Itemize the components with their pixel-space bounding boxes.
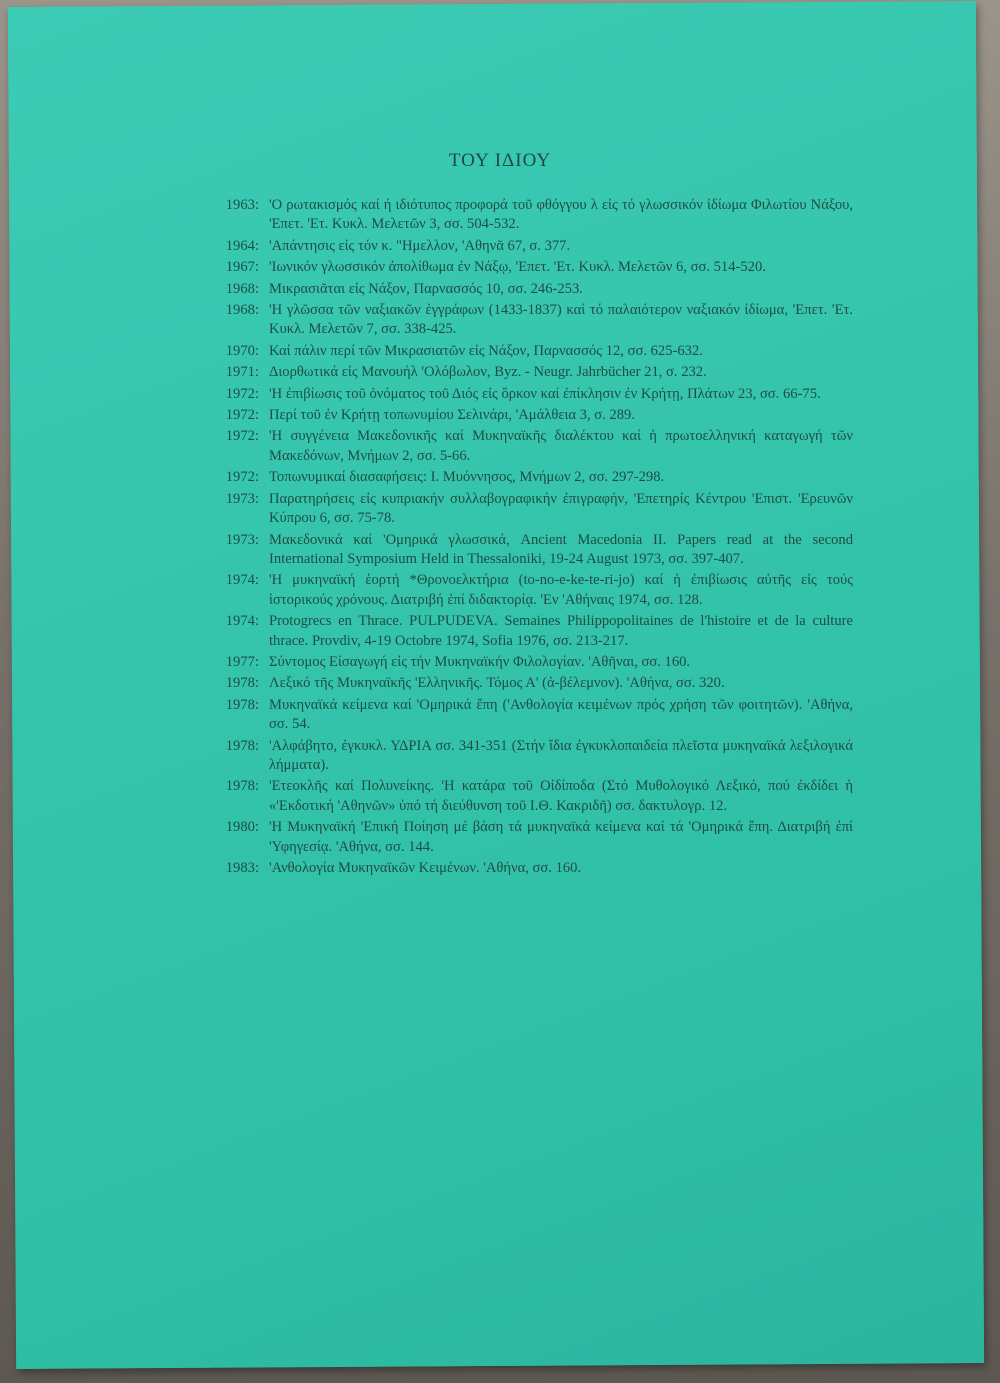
entry-year: 1967: bbox=[225, 259, 259, 276]
entry-year: 1980: bbox=[225, 819, 259, 836]
entry-year: 1963: bbox=[225, 197, 259, 213]
entry-year: 1964: bbox=[225, 237, 259, 254]
entry-year: 1983: bbox=[225, 860, 259, 876]
publication-entry bbox=[213, 363, 853, 382]
entry-year: 1974: bbox=[225, 572, 259, 589]
publication-list bbox=[213, 196, 853, 880]
entry-text: Περί τοῦ ἐν Κρήτῃ τοπωνυμίου Σελινάρι, 'Αμάλθεια 3, σ. 289. bbox=[269, 407, 635, 424]
publication-entry bbox=[213, 612, 853, 651]
entry-text: Διορθωτικά εἰς Μανουήλ 'Ολόβωλον, Byz. - Neugr. Jahrbücher 21, σ. 232. bbox=[269, 364, 707, 381]
entry-text: 'Η μυκηναϊκή ἑορτή *Θρονοελκτήρια (to-no-e-ke-te-ri-jo) καί ἡ ἐπιβίωσις αὐτῆς εἰς τούς ἱστορικούς χρόνους. Διατριβή ἐπί διδακτορίᾳ. 'Εν 'Αθήναις 1974, σσ. 128. bbox=[269, 572, 853, 608]
entry-year: 1977: bbox=[225, 653, 259, 670]
publication-entry bbox=[213, 777, 853, 816]
entry-text: Μακεδονικά καί 'Ομηρικά γλωσσικά, Ancient Macedonia II. Papers read at the second International Symposium Held in Thessaloniki, 19-24 August 1973, σσ. 397-407. bbox=[269, 531, 853, 567]
entry-text: Μυκηναϊκά κείμενα καί 'Ομηρικά ἔπη ('Ανθολογία κειμένων πρός χρήση τῶν φοιτητῶν). 'Αθήνα, σσ. 54. bbox=[269, 696, 853, 733]
entry-text: 'Ιωνικόν γλωσσικόν ἀπολίθωμα ἐν Νάξῳ, 'Επετ. 'Ετ. Κυκλ. Μελετῶν 6, σσ. 514-520. bbox=[269, 259, 766, 276]
entry-year: 1971: bbox=[225, 364, 259, 381]
entry-text: 'Η γλῶσσα τῶν ναξιακῶν ἐγγράφων (1433-1837) καί τό παλαιότερον ναξιακόν ἰδίωμα, 'Επετ. 'Ετ. Κυκλ. Μελετῶν 7, σσ. 338-425. bbox=[269, 302, 853, 338]
publication-entry bbox=[213, 468, 853, 487]
publication-entry bbox=[213, 490, 853, 529]
entry-text: Σύντομος Εἰσαγωγή εἰς τήν Μυκηναϊκήν Φιλολογίαν. 'Αθῆναι, σσ. 160. bbox=[269, 653, 691, 670]
entry-year: 1978: bbox=[225, 737, 259, 754]
entry-year: 1978: bbox=[225, 675, 259, 692]
entry-year: 1973: bbox=[225, 490, 259, 507]
publication-entry bbox=[213, 258, 853, 277]
entry-text: Παρατηρήσεις εἰς κυπριακήν συλλαβογραφικήν ἐπιγραφήν, 'Επετηρίς Κέντρου 'Επιστ. 'Ερευνῶν Κύπρου 6, σσ. 75-78. bbox=[269, 490, 853, 527]
publication-entry bbox=[213, 427, 853, 466]
publication-entry bbox=[213, 237, 853, 256]
entry-year: 1973: bbox=[225, 531, 259, 548]
publication-entry bbox=[213, 301, 853, 340]
publication-entry bbox=[213, 342, 853, 361]
entry-text: 'Ο ρωτακισμός καί ή ιδιότυπος προφορά τοῦ φθόγγου λ εἰς τό γλωσσικόν ἰδίωμα Φιλωτίου Νάξου, 'Επετ. 'Ετ. Κυκλ. Μελετῶν 3, σσ. 504-532. bbox=[269, 197, 853, 233]
publication-entry bbox=[213, 818, 853, 857]
publication-entry bbox=[213, 280, 853, 299]
entry-text: Τοπωνυμικαί διασαφήσεις: Ι. Μυόννησος, Μνήμων 2, σσ. 297-298. bbox=[269, 469, 665, 486]
entry-text: Καί πάλιν περί τῶν Μικρασιατῶν εἰς Νάξον, Παρνασσός 12, σσ. 625-632. bbox=[269, 342, 703, 359]
entry-text: 'Αλφάβητο, ἐγκυκλ. ΥΔΡΙΑ σσ. 341-351 (Στήν ἴδια ἐγκυκλοπαιδεία πλεῖστα μυκηναϊκά λεξιλογικά λήμματα). bbox=[269, 737, 853, 773]
publication-entry bbox=[213, 406, 853, 425]
entry-year: 1972: bbox=[225, 385, 259, 402]
publication-entry bbox=[213, 531, 853, 570]
publication-entry bbox=[213, 674, 853, 693]
page-title: ΤΟΥ ΙΔΙΟΥ bbox=[448, 150, 552, 171]
entry-text: Λεξικό τῆς Μυκηναϊκῆς 'Ελληνικῆς. Τόμος Α' (ἀ-βέλεμνον). 'Αθήνα, σσ. 320. bbox=[269, 675, 725, 692]
entry-text: 'Η συγγένεια Μακεδονικῆς καί Μυκηναϊκῆς διαλέκτου καί ἡ πρωτοελληνική καταγωγή τῶν Μακεδόνων, Μνήμων 2, σσ. 5-66. bbox=[269, 428, 853, 464]
publication-entry bbox=[213, 196, 853, 235]
publication-entry bbox=[213, 653, 853, 672]
entry-year: 1972: bbox=[225, 407, 259, 424]
publication-entry bbox=[213, 737, 853, 776]
entry-text: 'Απάντησις εἰς τόν κ. "Ημελλον, 'Αθηνᾶ 67, σ. 377. bbox=[269, 237, 571, 254]
entry-year: 1974: bbox=[225, 613, 259, 630]
publication-entry bbox=[213, 859, 853, 878]
entry-text: 'Η ἐπιβίωσις τοῦ ὀνόματος τοῦ Διός εἰς ὅρκον καί ἐπίκλησιν ἐν Κρήτῃ, Πλάτων 23, σσ. 66-75. bbox=[269, 385, 821, 402]
entry-year: 1970: bbox=[225, 342, 259, 359]
entry-year: 1972: bbox=[225, 469, 259, 486]
entry-year: 1978: bbox=[225, 696, 259, 713]
entry-text: Protogrecs en Thrace. PULPUDEVA. Semaines Philippopolitaines de l'histoire et de la culture thrace. Provdiv, 4-19 Octobre 1974, Sofia 1976, σσ. 213-217. bbox=[269, 613, 853, 649]
entry-year: 1978: bbox=[225, 778, 259, 795]
entry-year: 1972: bbox=[225, 428, 259, 445]
entry-year: 1968: bbox=[225, 302, 259, 319]
entry-year: 1968: bbox=[225, 280, 259, 297]
publication-entry bbox=[213, 571, 853, 610]
publication-entry bbox=[213, 385, 853, 404]
entry-text: 'Ανθολογία Μυκηναϊκῶν Κειμένων. 'Αθήνα, σσ. 160. bbox=[269, 860, 582, 876]
entry-text: Μικρασιᾶται εἰς Νάξον, Παρνασσός 10, σσ. 246-253. bbox=[269, 280, 583, 297]
publication-entry bbox=[213, 696, 853, 735]
entry-text: 'Η Μυκηναϊκή 'Επική Ποίηση μέ βάση τά μυκηναϊκά κείμενα καί τά 'Ομηρικά ἔπη. Διατριβή ἐπί 'Υφηγεσίᾳ. 'Αθήνα, σσ. 144. bbox=[269, 819, 853, 855]
entry-text: 'Ετεοκλῆς καί Πολυνείκης. 'Η κατάρα τοῦ Οἰδίποδα (Στό Μυθολογικό Λεξικό, πού ἐκδίδει ἡ «'Εκδοτική 'Αθηνῶν» ὑπό τή διεύθυνση τοῦ Ι.Θ. Κακριδῆ) σσ. δακτυλογρ. 12. bbox=[269, 778, 853, 814]
